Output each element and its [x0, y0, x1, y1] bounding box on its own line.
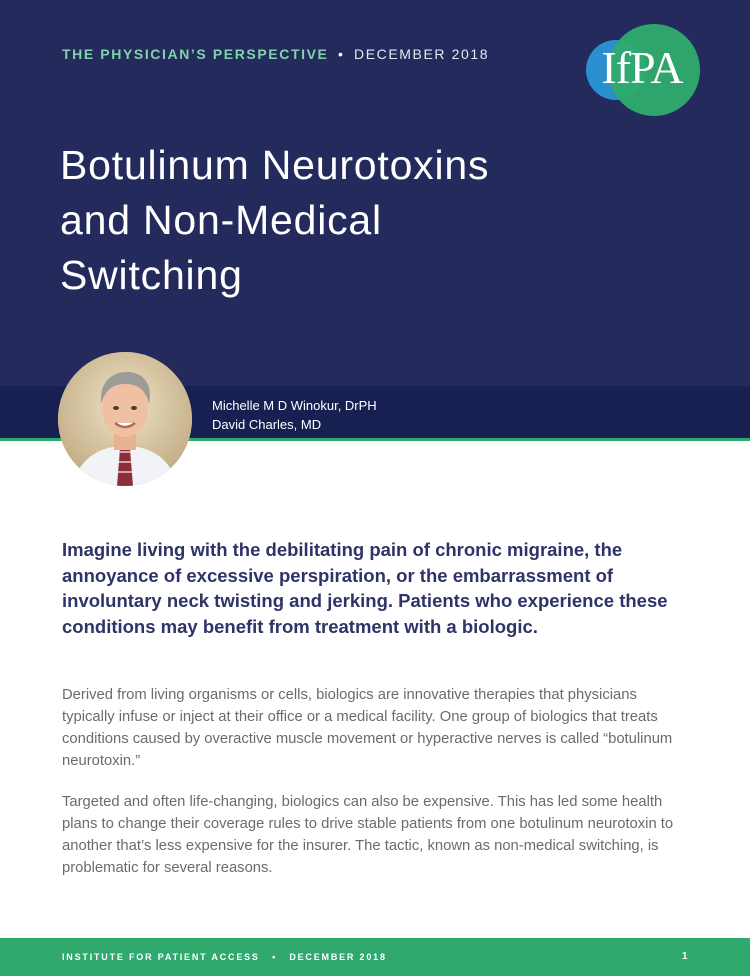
body-paragraph-2: Targeted and often life-changing, biologics can also be expensive. This has led some health plans to change their coverage rules to drive stable patients from one botulinum neurotoxin to another that’s less expensive for the insurer. The tactic, known as non-medical switching, is problematic for several reasons.: [62, 794, 674, 876]
logo-text: IfPA: [601, 42, 683, 93]
page-footer: [0, 938, 750, 976]
series-kicker: [62, 46, 489, 62]
issue-date: DECEMBER 2018: [353, 46, 490, 62]
kicker-separator: •: [337, 46, 345, 62]
portrait-icon: [58, 352, 192, 486]
author-list: [212, 396, 377, 434]
page-number: 1: [682, 951, 688, 962]
footer-date: DECEMBER 2018: [289, 952, 387, 962]
author-name-1: Michelle M D Winokur, DrPH: [212, 398, 377, 413]
author-photo: [58, 352, 192, 486]
lede-paragraph: Imagine living with the debilitating pain of chronic migraine, the annoyance of excessive perspiration, or the embarrassment of involuntary neck twisting and jerking. Patients who experience these conditions may benefit from treatment with a biologic.: [62, 539, 668, 637]
footer-organization: INSTITUTE FOR PATIENT ACCESS: [62, 952, 260, 962]
document-title: [60, 138, 620, 303]
title-line-1: Botulinum Neurotoxins: [60, 142, 490, 188]
body-paragraph-1: Derived from living organisms or cells, biologics are innovative therapies that physicians typically infuse or inject at their office or a medical facility. One group of biologics that treats conditions caused by overactive muscle movement or hyperactive nerves is called “botulinum neurotoxin.”: [62, 687, 673, 769]
footer-label: [62, 952, 387, 962]
series-name: THE PHYSICIAN’S PERSPECTIVE: [62, 46, 329, 62]
header-banner: [0, 0, 750, 386]
author-name-2: David Charles, MD: [212, 417, 322, 432]
footer-separator: •: [272, 952, 278, 962]
title-line-3: Switching: [60, 252, 243, 298]
title-line-2: and Non-Medical: [60, 197, 382, 243]
ifpa-logo: [580, 22, 704, 118]
